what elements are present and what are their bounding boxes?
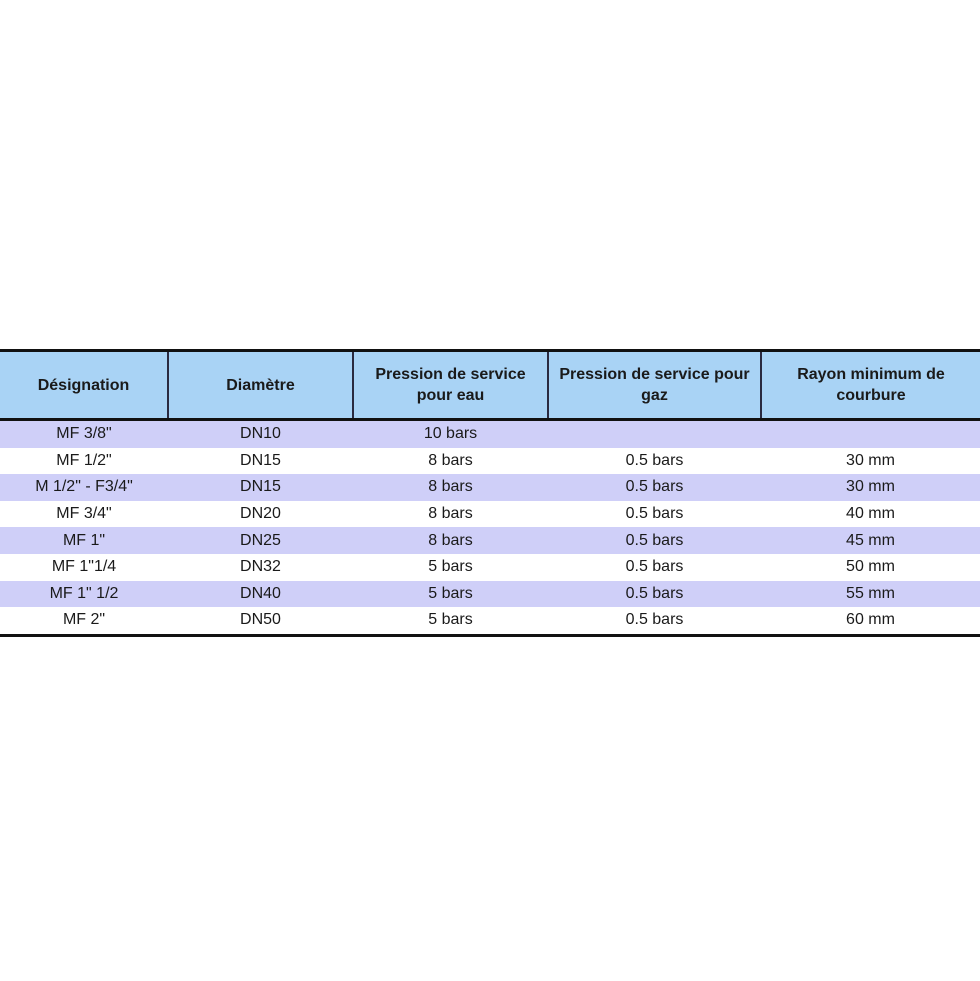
table-body [0, 420, 980, 636]
header-diametre: Diamètre [168, 351, 353, 420]
cell-pression-eau: 5 bars [353, 607, 548, 635]
cell-pression-gaz: 0.5 bars [548, 554, 761, 581]
cell-rayon-courbure [761, 420, 980, 448]
cell-diametre: DN50 [168, 607, 353, 635]
cell-pression-eau: 8 bars [353, 501, 548, 528]
table-row [0, 554, 980, 581]
cell-rayon-courbure: 50 mm [761, 554, 980, 581]
cell-rayon-courbure: 45 mm [761, 527, 980, 554]
cell-designation: M 1/2" - F3/4" [0, 474, 168, 501]
cell-pression-gaz: 0.5 bars [548, 448, 761, 475]
table-row [0, 527, 980, 554]
cell-pression-eau: 8 bars [353, 448, 548, 475]
cell-diametre: DN25 [168, 527, 353, 554]
specifications-table [0, 349, 980, 637]
cell-diametre: DN15 [168, 448, 353, 475]
cell-pression-gaz [548, 420, 761, 448]
header-row [0, 351, 980, 420]
cell-pression-eau: 10 bars [353, 420, 548, 448]
table-row [0, 607, 980, 635]
header-pression-eau: Pression de service pour eau [353, 351, 548, 420]
cell-diametre: DN40 [168, 581, 353, 608]
cell-rayon-courbure: 55 mm [761, 581, 980, 608]
cell-pression-eau: 8 bars [353, 527, 548, 554]
cell-designation: MF 3/4" [0, 501, 168, 528]
cell-diametre: DN20 [168, 501, 353, 528]
cell-designation: MF 2" [0, 607, 168, 635]
table-row [0, 474, 980, 501]
cell-pression-gaz: 0.5 bars [548, 474, 761, 501]
cell-rayon-courbure: 30 mm [761, 474, 980, 501]
cell-designation: MF 1"1/4 [0, 554, 168, 581]
cell-rayon-courbure: 30 mm [761, 448, 980, 475]
cell-rayon-courbure: 60 mm [761, 607, 980, 635]
header-designation: Désignation [0, 351, 168, 420]
table-header [0, 351, 980, 420]
header-rayon-courbure: Rayon minimum de courbure [761, 351, 980, 420]
cell-designation: MF 1" 1/2 [0, 581, 168, 608]
cell-pression-eau: 8 bars [353, 474, 548, 501]
cell-pression-eau: 5 bars [353, 554, 548, 581]
header-pression-gaz: Pression de service pour gaz [548, 351, 761, 420]
cell-diametre: DN10 [168, 420, 353, 448]
cell-designation: MF 3/8" [0, 420, 168, 448]
cell-pression-gaz: 0.5 bars [548, 527, 761, 554]
cell-designation: MF 1" [0, 527, 168, 554]
cell-pression-gaz: 0.5 bars [548, 581, 761, 608]
cell-pression-gaz: 0.5 bars [548, 501, 761, 528]
cell-pression-gaz: 0.5 bars [548, 607, 761, 635]
table-row [0, 581, 980, 608]
cell-pression-eau: 5 bars [353, 581, 548, 608]
cell-diametre: DN32 [168, 554, 353, 581]
cell-diametre: DN15 [168, 474, 353, 501]
table-row [0, 420, 980, 448]
cell-rayon-courbure: 40 mm [761, 501, 980, 528]
cell-designation: MF 1/2" [0, 448, 168, 475]
table-row [0, 448, 980, 475]
table-row [0, 501, 980, 528]
